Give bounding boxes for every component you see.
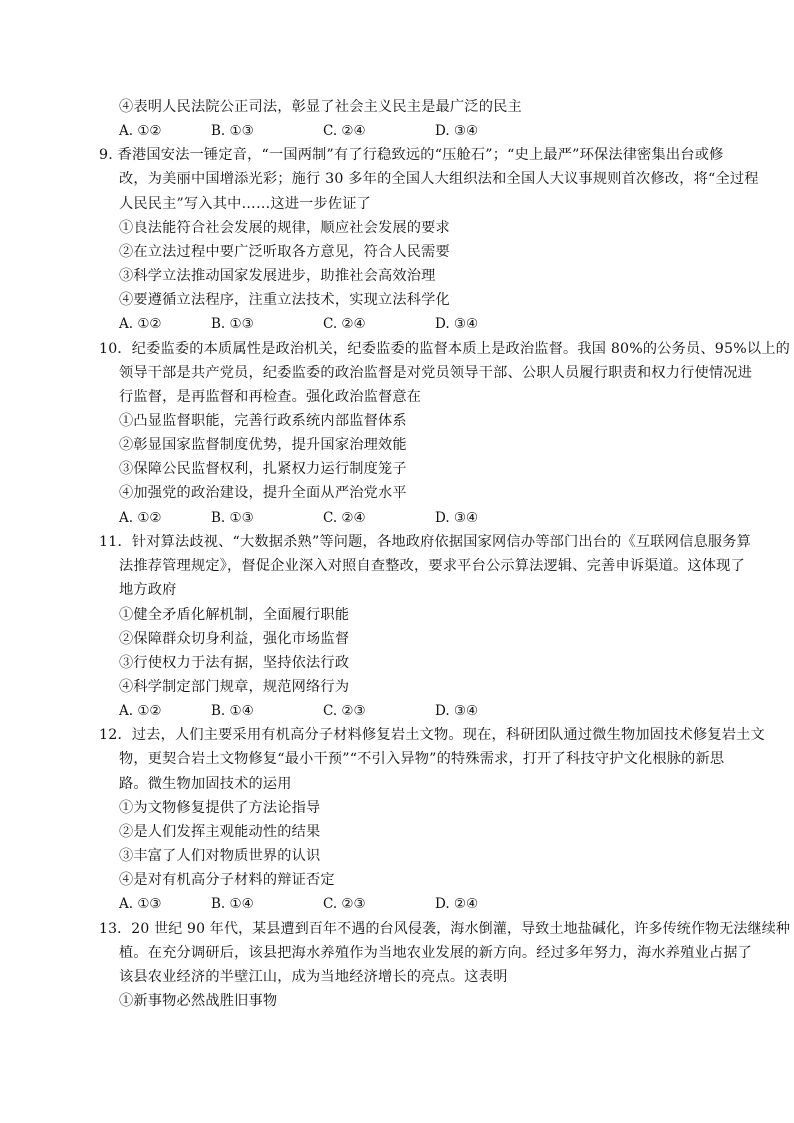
q9-option-a: A. ①② [119, 316, 162, 332]
q8-option-c: C. ②④ [323, 123, 366, 139]
q9-stem-line-3: 人民民主”写入其中……这进一步佐证了 [119, 196, 372, 212]
q10-stem-line-1: 10．纪委监委的本质属性是政治机关，纪委监委的监督本质上是政治监督。我国 80%的公务员、95%以上的 [99, 341, 791, 357]
q10-option-c: C. ②④ [323, 510, 366, 526]
q11-stem-line-1: 11．针对算法歧视、“大数据杀熟”等问题，各地政府依据国家网信办等部门出台的《互联网信息服务算 [99, 534, 752, 550]
q10-option-d: D. ③④ [435, 510, 479, 526]
q13-stem-line-1: 13．20 世纪 90 年代，某县遭到百年不遇的台风侵袭，海水倒灌，导致土地盐碱化，许多传统作物无法继续种 [99, 921, 791, 937]
q12-item-2: ②是人们发挥主观能动性的结果 [119, 824, 321, 840]
q11-option-d: D. ③④ [435, 703, 479, 719]
q12-item-3: ③丰富了人们对物质世界的认识 [119, 848, 321, 864]
q9-stem-line-1: 9. 香港国安法一锤定音，“一国两制”有了行稳致远的“压舱石”；“史上最严”环保法律密集出台或修 [99, 147, 724, 163]
q9-option-d: D. ③④ [435, 316, 479, 332]
q12-option-d: D. ②④ [435, 896, 479, 912]
q12-stem-line-1: 12．过去，人们主要采用有机高分子材料修复岩土文物。现在，科研团队通过微生物加固技术修复岩土文 [99, 727, 765, 743]
q8-option-b: B. ①③ [211, 123, 254, 139]
q11-option-a: A. ①② [119, 703, 162, 719]
q10-item-3: ③保障公民监督权利，扎紧权力运行制度笼子 [119, 461, 407, 477]
q11-item-4: ④科学制定部门规章，规范网络行为 [119, 679, 350, 695]
q10-item-4: ④加强党的政治建设，提升全面从严治党水平 [119, 485, 407, 501]
q9-item-3: ③科学立法推动国家发展进步，助推社会高效治理 [119, 268, 436, 284]
q11-stem-line-2: 法推荐管理规定》，督促企业深入对照自查整改，要求平台公示算法逻辑、完善申诉渠道。这体现了 [119, 558, 745, 574]
q11-stem-line-3: 地方政府 [119, 582, 177, 598]
q12-item-1: ①为文物修复提供了方法论指导 [119, 800, 321, 816]
q9-option-c: C. ②④ [323, 316, 366, 332]
q13-stem-line-2: 植。在充分调研后，该县把海水养殖作为当地农业发展的新方向。经过多年努力，海水养殖业占据了 [119, 945, 753, 961]
q10-item-1: ①凸显监督职能，完善行政系统内部监督体系 [119, 413, 407, 429]
q12-stem-line-3: 路。微生物加固技术的运用 [119, 776, 292, 792]
q13-item-1: ①新事物必然战胜旧事物 [119, 993, 278, 1009]
q9-item-4: ④要遵循立法程序，注重立法技术，实现立法科学化 [119, 292, 450, 308]
q8-item-4: ④表明人民法院公正司法，彰显了社会主义民主是最广泛的民主 [119, 99, 522, 115]
q10-item-2: ②彰显国家监督制度优势，提升国家治理效能 [119, 437, 407, 453]
q12-option-b: B. ①④ [211, 896, 254, 912]
q12-option-a: A. ①③ [119, 896, 162, 912]
q10-stem-line-3: 行监督，是再监督和再检查。强化政治监督意在 [119, 389, 422, 405]
q12-option-c: C. ②③ [323, 896, 366, 912]
q11-item-1: ①健全矛盾化解机制，全面履行职能 [119, 607, 350, 623]
q12-stem-line-2: 物，更契合岩土文物修复“最小干预”“不引入异物”的特殊需求，打开了科技守护文化根脉的新思 [119, 751, 725, 767]
q8-option-d: D. ③④ [435, 123, 479, 139]
q10-option-a: A. ①② [119, 510, 162, 526]
q12-item-4: ④是对有机高分子材料的辩证否定 [119, 872, 335, 888]
q11-item-2: ②保障群众切身利益，强化市场监督 [119, 631, 350, 647]
q11-option-b: B. ①④ [211, 703, 254, 719]
q10-stem-line-2: 领导干部是共产党员，纪委监委的政治监督是对党员领导干部、公职人员履行职责和权力行使情况进 [119, 365, 753, 381]
q10-option-b: B. ①③ [211, 510, 254, 526]
q11-item-3: ③行使权力于法有据，坚持依法行政 [119, 655, 350, 671]
q13-stem-line-3: 该县农业经济的半壁江山，成为当地经济增长的亮点。这表明 [119, 969, 508, 985]
q9-item-2: ②在立法过程中要广泛听取各方意见，符合人民需要 [119, 244, 450, 260]
q9-item-1: ①良法能符合社会发展的规律，顺应社会发展的要求 [119, 220, 450, 236]
q9-option-b: B. ①③ [211, 316, 254, 332]
q8-option-a: A. ①② [119, 123, 162, 139]
q11-option-c: C. ②③ [323, 703, 366, 719]
q9-stem-line-2: 改，为美丽中国增添光彩；施行 30 多年的全国人大组织法和全国人大议事规则首次修改，将“全过程 [119, 171, 759, 187]
